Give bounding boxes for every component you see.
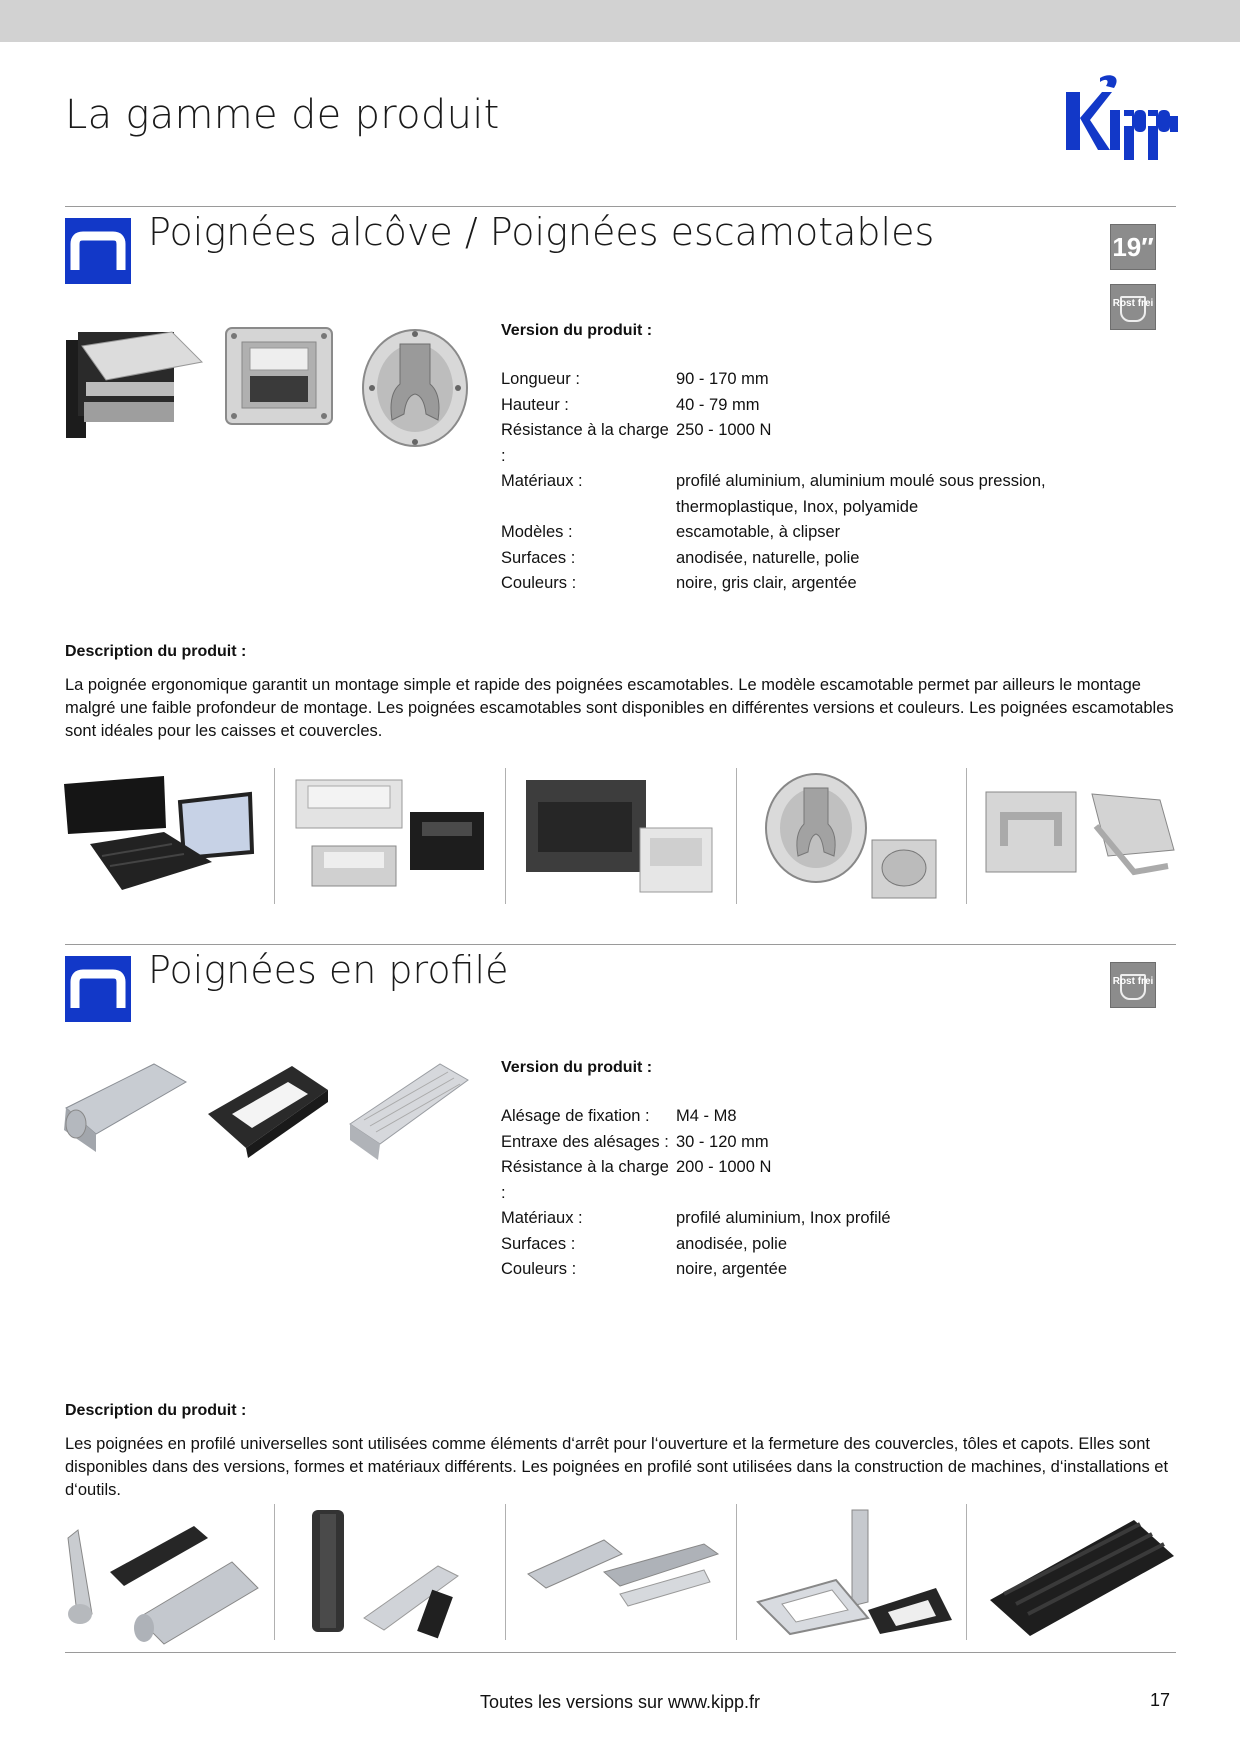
- section-divider: [65, 206, 1176, 207]
- spec-row: Matériaux : profilé aluminium, aluminium moulé sous pression,: [501, 472, 1046, 490]
- strip-divider: [736, 768, 737, 904]
- section-title: Poignées en profilé: [148, 948, 509, 992]
- product-image-recessed-handle-3: [360, 324, 470, 450]
- spec-row: thermoplastique, Inox, polyamide: [676, 497, 919, 516]
- product-image-strip-2-5: [986, 1514, 1176, 1638]
- product-image-strip-2-1: [62, 1516, 262, 1648]
- footer-divider: [65, 1652, 1176, 1653]
- spec-row: Matériaux : profilé aluminium, Inox profilé: [501, 1209, 891, 1227]
- top-bar: [0, 0, 1240, 42]
- footer-website-text: Toutes les versions sur www.kipp.fr: [479, 1692, 761, 1712]
- description-heading: Description du produit :: [65, 1402, 247, 1419]
- description-text: Les poignées en profilé universelles sont utilisées comme éléments d‘arrêt pour l‘ouverture et la fermeture des couvercles, tôles et capots. Elles sont disponibles dans des versions, formes et matériaux différents. Les poignées en profilé sont utilisées dans la construction de machines, d‘installations et d‘outils.: [65, 1435, 1169, 1499]
- product-image-strip-1-2: [292, 776, 488, 898]
- product-image-strip-1-1: [62, 772, 268, 896]
- strip-divider: [274, 768, 275, 904]
- page-number: 17: [1150, 1690, 1171, 1710]
- product-image-strip-1-3: [524, 776, 720, 898]
- spec-table: [501, 1104, 1056, 1283]
- section-title: Poignées alcôve / Poignées escamotables: [148, 210, 935, 254]
- spec-row: Hauteur : 40 - 79 mm: [501, 395, 760, 414]
- version-heading: Version du produit :: [501, 322, 653, 339]
- handle-section-icon: [65, 218, 131, 284]
- product-image-profile-handle-1: [62, 1060, 188, 1156]
- strip-divider: [505, 768, 506, 904]
- rost-frei-badge: Rost frei: [1110, 962, 1156, 1008]
- product-image-recessed-handle-1: [62, 322, 206, 444]
- kipp-logo: [1062, 72, 1182, 164]
- strip-divider: [505, 1504, 506, 1640]
- spec-row: Longueur : 90 - 170 mm: [501, 370, 769, 388]
- strip-divider: [966, 768, 967, 904]
- rost-frei-badge: Rost frei: [1110, 284, 1156, 330]
- section-divider: [65, 944, 1176, 945]
- version-heading: Version du produit :: [501, 1059, 653, 1076]
- spec-row: Modèles : escamotable, à clipser: [501, 523, 841, 541]
- product-image-strip-2-2: [304, 1506, 480, 1640]
- product-image-profile-handle-3: [346, 1060, 470, 1162]
- 19-inch-badge: 19″: [1110, 224, 1156, 270]
- page-title: La gamme de produit: [65, 92, 500, 138]
- spec-row: Surfaces : anodisée, polie: [501, 1234, 788, 1253]
- handle-section-icon: [65, 956, 131, 1022]
- spec-row: Couleurs : noire, gris clair, argentée: [501, 574, 857, 592]
- spec-row: Alésage de fixation : M4 - M8: [501, 1107, 737, 1125]
- description-text: La poignée ergonomique garantit un montage simple et rapide des poignées escamotables. Le modèle escamotable permet par ailleurs le montage malgré une faible profondeur de montage. Les poignées escamotables sont disponibles en différentes versions et couleurs. Les poignées escamotables sont idéales pour les caisses et couvercles.: [65, 676, 1174, 740]
- spec-row: Surfaces : anodisée, naturelle, polie: [501, 548, 860, 567]
- strip-divider: [274, 1504, 275, 1640]
- spec-table: [501, 367, 1056, 597]
- product-image-strip-1-5: [984, 786, 1178, 886]
- spec-row: Résistance à la charge : 200 - 1000 N: [501, 1158, 772, 1202]
- product-image-strip-2-4: [756, 1506, 952, 1636]
- spec-row: Entraxe des alésages : 30 - 120 mm: [501, 1132, 769, 1151]
- product-image-strip-1-4: [760, 768, 940, 902]
- strip-divider: [736, 1504, 737, 1640]
- spec-row: Résistance à la charge : 250 - 1000 N: [501, 421, 772, 465]
- product-image-profile-handle-2: [206, 1062, 330, 1158]
- product-image-strip-2-3: [524, 1530, 720, 1622]
- description-heading: Description du produit :: [65, 643, 247, 660]
- strip-divider: [966, 1504, 967, 1640]
- spec-row: Couleurs : noire, argentée: [501, 1260, 787, 1278]
- product-image-recessed-handle-2: [224, 326, 334, 428]
